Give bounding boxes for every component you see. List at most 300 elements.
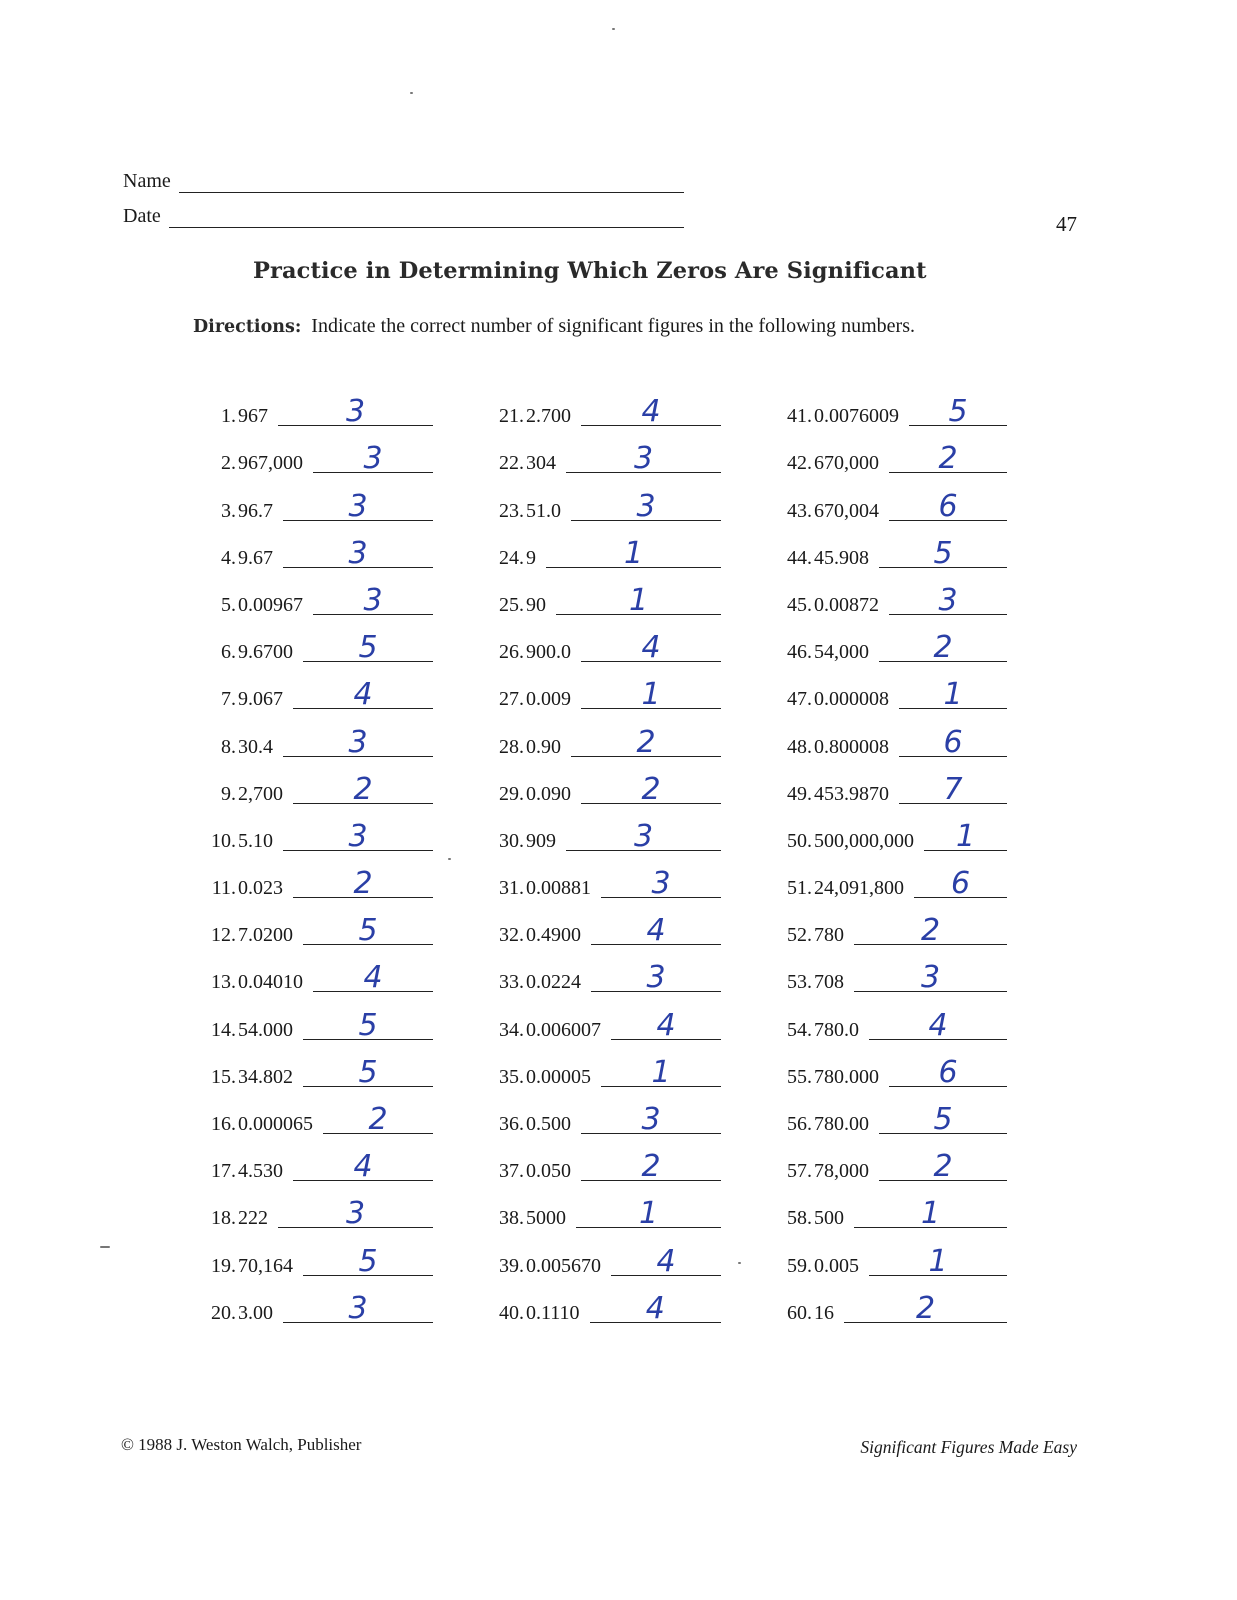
question-number: 14. <box>211 1018 236 1041</box>
question-value: 780.000 <box>814 1065 879 1088</box>
question-number: 4. <box>221 546 236 569</box>
answer-blank[interactable] <box>283 535 433 571</box>
question-row <box>476 711 721 758</box>
question-value: 0.1110 <box>526 1301 580 1324</box>
answer-blank[interactable] <box>854 913 1007 949</box>
question-column-1 <box>188 381 433 1325</box>
question-row <box>476 1136 721 1183</box>
date-label: Date <box>123 205 161 227</box>
handwritten-answer: 4 <box>353 677 373 713</box>
name-blank-line <box>179 172 684 193</box>
question-row <box>764 1042 1007 1089</box>
handwritten-answer: 3 <box>938 582 958 618</box>
question-value: 670,004 <box>814 499 879 522</box>
question-number: 45. <box>787 593 812 616</box>
handwritten-answer: 2 <box>641 771 661 807</box>
handwritten-answer: 6 <box>938 1054 958 1090</box>
handwritten-answer: 2 <box>353 866 373 902</box>
question-number: 27. <box>499 688 524 711</box>
question-number: 18. <box>211 1207 236 1230</box>
question-number: 25. <box>499 593 524 616</box>
answer-blank[interactable] <box>879 630 1007 666</box>
question-value: 54.000 <box>238 1018 293 1041</box>
handwritten-answer: 3 <box>348 724 368 760</box>
question-row <box>764 617 1007 664</box>
question-number: 46. <box>787 641 812 664</box>
question-row <box>764 853 1007 900</box>
answer-blank[interactable] <box>546 535 721 571</box>
question-value: 0.04010 <box>238 971 303 994</box>
handwritten-answer: 6 <box>938 488 958 524</box>
answer-blank[interactable] <box>566 441 721 477</box>
directions <box>193 314 1008 340</box>
question-number: 41. <box>787 405 812 428</box>
answer-blank[interactable] <box>303 1243 433 1279</box>
question-number: 12. <box>211 924 236 947</box>
handwritten-answer: 2 <box>636 724 656 760</box>
question-value: 90 <box>526 593 546 616</box>
answer-blank[interactable] <box>591 913 721 949</box>
question-number: 31. <box>499 877 524 900</box>
question-value: 9.6700 <box>238 641 293 664</box>
answer-blank[interactable] <box>313 582 433 618</box>
handwritten-answer: 3 <box>651 866 671 902</box>
question-row <box>476 475 721 522</box>
question-row <box>188 853 433 900</box>
question-value: 4.530 <box>238 1160 283 1183</box>
handwritten-answer: 1 <box>928 1243 948 1279</box>
question-value: 78,000 <box>814 1160 869 1183</box>
handwritten-answer: 3 <box>348 488 368 524</box>
question-row <box>188 428 433 475</box>
handwritten-answer: 1 <box>920 1196 941 1232</box>
handwritten-answer: 5 <box>358 630 378 666</box>
question-value: 0.800008 <box>814 735 889 758</box>
question-number: 19. <box>211 1254 236 1277</box>
question-value: 0.00872 <box>814 593 879 616</box>
handwritten-answer: 3 <box>646 960 666 996</box>
question-value: 5000 <box>526 1207 566 1230</box>
handwritten-answer: 4 <box>645 1290 665 1326</box>
answer-blank[interactable] <box>303 1054 433 1090</box>
question-value: 51.0 <box>526 499 561 522</box>
answer-blank[interactable] <box>844 1290 1007 1326</box>
question-row <box>764 1089 1007 1136</box>
question-row <box>476 900 721 947</box>
question-number: 43. <box>787 499 812 522</box>
question-value: 0.000065 <box>238 1113 313 1135</box>
question-row <box>764 947 1007 994</box>
question-row <box>764 664 1007 711</box>
scan-speck <box>410 92 413 94</box>
handwritten-answer: 4 <box>928 1007 948 1043</box>
question-row <box>188 900 433 947</box>
question-number: 47. <box>787 688 812 711</box>
answer-blank[interactable] <box>889 488 1007 524</box>
answer-blank[interactable] <box>611 1243 721 1279</box>
answer-blank[interactable] <box>879 535 1007 571</box>
question-value: 500,000,000 <box>814 829 914 852</box>
question-row <box>476 1042 721 1089</box>
question-value: 9 <box>526 546 536 569</box>
answer-blank[interactable] <box>889 582 1007 618</box>
question-number: 9. <box>221 782 236 805</box>
question-row <box>476 806 721 853</box>
handwritten-answer: 5 <box>358 1007 378 1043</box>
answer-blank[interactable] <box>914 866 1007 902</box>
handwritten-answer: 1 <box>641 677 661 713</box>
book-title: Significant Figures Made Easy <box>860 1437 1077 1457</box>
question-value: 780.00 <box>814 1113 869 1135</box>
handwritten-answer: 4 <box>363 960 383 996</box>
question-row <box>188 994 433 1041</box>
question-number: 28. <box>499 735 524 758</box>
answer-blank[interactable] <box>869 1243 1007 1279</box>
question-row <box>476 853 721 900</box>
question-row <box>188 1042 433 1089</box>
answer-blank[interactable] <box>283 488 433 524</box>
answer-blank[interactable] <box>293 866 433 902</box>
answer-blank[interactable] <box>899 677 1007 713</box>
answer-blank[interactable] <box>283 724 433 760</box>
answer-blank[interactable] <box>556 582 721 618</box>
answer-blank[interactable] <box>581 677 721 713</box>
handwritten-answer: 3 <box>345 1196 366 1232</box>
question-number: 22. <box>499 452 524 475</box>
copyright-notice: © 1988 J. Weston Walch, Publisher <box>121 1435 362 1454</box>
handwritten-answer: 4 <box>646 913 666 949</box>
handwritten-answer: 1 <box>651 1054 671 1090</box>
question-number: 6. <box>221 641 236 664</box>
question-number: 20. <box>211 1301 236 1324</box>
question-row <box>476 428 721 475</box>
question-row <box>188 1278 433 1325</box>
question-row <box>476 1089 721 1136</box>
question-row <box>764 523 1007 570</box>
handwritten-answer: 5 <box>933 535 953 571</box>
answer-blank[interactable] <box>854 1196 1007 1232</box>
question-row <box>764 994 1007 1041</box>
question-row <box>764 428 1007 475</box>
answer-blank[interactable] <box>899 724 1007 760</box>
worksheet-title: Practice in Determining Which Zeros Are Significant <box>253 258 927 284</box>
question-row <box>764 381 1007 428</box>
question-value: 16 <box>814 1301 834 1324</box>
answer-blank[interactable] <box>576 1196 721 1232</box>
answer-blank[interactable] <box>590 1290 721 1326</box>
handwritten-answer: 3 <box>641 1102 661 1137</box>
question-value: 500 <box>814 1207 844 1230</box>
question-row <box>188 570 433 617</box>
question-row <box>476 1183 721 1230</box>
question-value: 9.67 <box>238 546 273 569</box>
question-row <box>188 947 433 994</box>
answer-blank[interactable] <box>879 1102 1007 1137</box>
handwritten-answer: 5 <box>358 913 378 949</box>
question-row <box>476 664 721 711</box>
question-row <box>188 1183 433 1230</box>
question-number: 50. <box>787 829 812 852</box>
question-value: 222 <box>238 1207 268 1230</box>
question-row <box>188 475 433 522</box>
question-value: 9.067 <box>238 688 283 711</box>
handwritten-answer: 3 <box>348 818 368 854</box>
question-row <box>188 617 433 664</box>
question-number: 57. <box>787 1160 812 1183</box>
answer-blank[interactable] <box>869 1007 1007 1043</box>
question-value: 708 <box>814 971 844 994</box>
handwritten-answer: 3 <box>363 582 383 618</box>
question-number: 35. <box>499 1065 524 1088</box>
answer-blank[interactable] <box>581 1102 721 1137</box>
answer-blank[interactable] <box>278 394 433 430</box>
answer-blank[interactable] <box>899 771 1007 807</box>
answer-blank[interactable] <box>854 960 1007 996</box>
handwritten-answer: 3 <box>920 960 941 996</box>
question-row <box>764 1183 1007 1230</box>
question-value: 24,091,800 <box>814 877 904 900</box>
question-number: 1. <box>221 405 236 428</box>
question-value: 0.00967 <box>238 593 303 616</box>
question-value: 967 <box>238 405 268 428</box>
question-row <box>476 570 721 617</box>
handwritten-answer: 5 <box>948 394 968 430</box>
question-number: 2. <box>221 452 236 475</box>
question-row <box>476 617 721 664</box>
handwritten-answer: 1 <box>955 818 976 854</box>
question-number: 60. <box>787 1301 812 1324</box>
handwritten-answer: 1 <box>943 677 963 713</box>
question-value: 909 <box>526 829 556 852</box>
question-value: 2,700 <box>238 782 283 805</box>
answer-blank[interactable] <box>303 630 433 666</box>
answer-blank[interactable] <box>879 1149 1007 1185</box>
answer-blank[interactable] <box>303 1007 433 1043</box>
question-number: 26. <box>499 641 524 664</box>
question-value: 0.500 <box>526 1113 571 1135</box>
question-value: 30.4 <box>238 735 273 758</box>
handwritten-answer: 3 <box>363 441 383 477</box>
handwritten-answer: 2 <box>938 441 958 477</box>
question-value: 0.4900 <box>526 924 581 947</box>
question-number: 29. <box>499 782 524 805</box>
page-number: 47 <box>1056 212 1077 236</box>
answer-blank[interactable] <box>283 818 433 854</box>
question-row <box>188 1136 433 1183</box>
handwritten-answer: 2 <box>933 630 953 666</box>
question-value: 2.700 <box>526 405 571 428</box>
question-number: 8. <box>221 735 236 758</box>
question-value: 670,000 <box>814 452 879 475</box>
answer-blank[interactable] <box>581 771 721 807</box>
handwritten-answer: 2 <box>353 771 373 807</box>
question-row <box>476 759 721 806</box>
handwritten-answer: 3 <box>633 818 654 854</box>
scan-speck <box>448 858 451 860</box>
handwritten-answer: 3 <box>348 1290 368 1326</box>
handwritten-answer: 2 <box>915 1290 936 1326</box>
handwritten-answer: 4 <box>353 1149 373 1185</box>
question-value: 967,000 <box>238 452 303 475</box>
question-number: 38. <box>499 1207 524 1230</box>
question-number: 33. <box>499 971 524 994</box>
question-number: 52. <box>787 924 812 947</box>
date-blank-line <box>169 207 684 228</box>
answer-blank[interactable] <box>278 1196 433 1232</box>
question-value: 34.802 <box>238 1065 293 1088</box>
answer-blank[interactable] <box>581 1149 721 1185</box>
question-value: 70,164 <box>238 1254 293 1277</box>
answer-blank[interactable] <box>303 913 433 949</box>
question-value: 780 <box>814 924 844 947</box>
question-row <box>188 806 433 853</box>
question-column-3 <box>764 381 1007 1325</box>
question-number: 48. <box>787 735 812 758</box>
question-number: 16. <box>211 1113 236 1135</box>
directions-label: Directions: <box>193 317 302 337</box>
question-row <box>764 759 1007 806</box>
question-value: 7.0200 <box>238 924 293 947</box>
handwritten-answer: 5 <box>933 1102 953 1137</box>
question-row <box>188 664 433 711</box>
question-value: 780.0 <box>814 1018 859 1041</box>
handwritten-answer: 4 <box>656 1007 676 1043</box>
handwritten-answer: 2 <box>920 913 941 949</box>
question-number: 34. <box>499 1018 524 1041</box>
question-value: 96.7 <box>238 499 273 522</box>
answer-blank[interactable] <box>601 1054 721 1090</box>
question-row <box>188 381 433 428</box>
question-row <box>476 1230 721 1277</box>
answer-blank[interactable] <box>889 1054 1007 1090</box>
date-field-row <box>123 205 684 228</box>
answer-blank[interactable] <box>591 960 721 996</box>
question-number: 39. <box>499 1254 524 1277</box>
question-number: 7. <box>221 688 236 711</box>
question-row <box>764 1278 1007 1325</box>
question-row <box>476 523 721 570</box>
handwritten-answer: 1 <box>638 1196 659 1232</box>
question-value: 45.908 <box>814 546 869 569</box>
answer-blank[interactable] <box>581 394 721 430</box>
question-row <box>764 570 1007 617</box>
question-value: 0.0224 <box>526 971 581 994</box>
scan-speck <box>738 1262 741 1264</box>
answer-blank[interactable] <box>293 1149 433 1185</box>
question-value: 304 <box>526 452 556 475</box>
answer-blank[interactable] <box>889 441 1007 477</box>
answer-blank[interactable] <box>313 441 433 477</box>
question-row <box>188 1089 433 1136</box>
question-value: 0.005670 <box>526 1254 601 1277</box>
handwritten-answer: 1 <box>623 535 644 571</box>
handwritten-answer: 1 <box>628 582 649 618</box>
question-number: 42. <box>787 452 812 475</box>
answer-blank[interactable] <box>581 630 721 666</box>
question-value: 0.00005 <box>526 1065 591 1088</box>
question-row <box>764 806 1007 853</box>
question-number: 37. <box>499 1160 524 1183</box>
answer-blank[interactable] <box>611 1007 721 1043</box>
question-number: 11. <box>211 877 236 900</box>
answer-blank[interactable] <box>571 488 721 524</box>
question-number: 55. <box>787 1065 812 1088</box>
question-row <box>476 381 721 428</box>
question-row <box>188 711 433 758</box>
question-number: 53. <box>787 971 812 994</box>
question-row <box>764 475 1007 522</box>
handwritten-answer: 3 <box>348 535 368 571</box>
handwritten-answer: 3 <box>345 394 366 430</box>
question-number: 21. <box>499 405 524 428</box>
question-row <box>764 1136 1007 1183</box>
question-number: 49. <box>787 782 812 805</box>
question-value: 5.10 <box>238 829 273 852</box>
handwritten-answer: 2 <box>641 1149 661 1185</box>
answer-blank[interactable] <box>571 724 721 760</box>
question-number: 24. <box>499 546 524 569</box>
handwritten-answer: 6 <box>943 724 963 760</box>
handwritten-answer: 3 <box>636 488 656 524</box>
question-column-2 <box>476 381 721 1325</box>
question-row <box>764 1230 1007 1277</box>
question-value: 0.050 <box>526 1160 571 1183</box>
question-value: 54,000 <box>814 641 869 664</box>
question-row <box>188 759 433 806</box>
question-value: 0.0076009 <box>814 405 899 428</box>
question-row <box>476 1278 721 1325</box>
name-label: Name <box>123 170 171 192</box>
scan-speck <box>612 28 615 30</box>
handwritten-answer: 6 <box>950 866 971 902</box>
question-row <box>476 994 721 1041</box>
handwritten-answer: 7 <box>943 771 963 807</box>
handwritten-answer: 2 <box>933 1149 953 1185</box>
question-number: 5. <box>221 593 236 616</box>
question-row <box>764 900 1007 947</box>
question-value: 0.023 <box>238 877 283 900</box>
question-number: 59. <box>787 1254 812 1277</box>
answer-blank[interactable] <box>293 771 433 807</box>
answer-blank[interactable] <box>924 818 1007 854</box>
handwritten-answer: 3 <box>633 441 654 477</box>
answer-blank[interactable] <box>323 1102 433 1137</box>
question-value: 0.00881 <box>526 877 591 900</box>
answer-blank[interactable] <box>909 394 1007 430</box>
answer-blank[interactable] <box>313 960 433 996</box>
question-value: 3.00 <box>238 1301 273 1324</box>
answer-blank[interactable] <box>601 866 721 902</box>
answer-blank[interactable] <box>293 677 433 713</box>
question-value: 0.000008 <box>814 688 889 711</box>
answer-blank[interactable] <box>566 818 721 854</box>
question-number: 23. <box>499 499 524 522</box>
handwritten-answer: 4 <box>641 394 661 430</box>
scan-speck <box>100 1246 110 1248</box>
answer-blank[interactable] <box>283 1290 433 1326</box>
name-field-row <box>123 170 684 193</box>
question-row <box>476 947 721 994</box>
handwritten-answer: 5 <box>358 1243 378 1279</box>
question-value: 900.0 <box>526 641 571 664</box>
question-number: 32. <box>499 924 524 947</box>
handwritten-answer: 5 <box>358 1054 378 1090</box>
question-number: 40. <box>499 1301 524 1324</box>
question-row <box>764 711 1007 758</box>
question-number: 54. <box>787 1018 812 1041</box>
question-value: 0.005 <box>814 1254 859 1277</box>
handwritten-answer: 2 <box>368 1102 388 1137</box>
